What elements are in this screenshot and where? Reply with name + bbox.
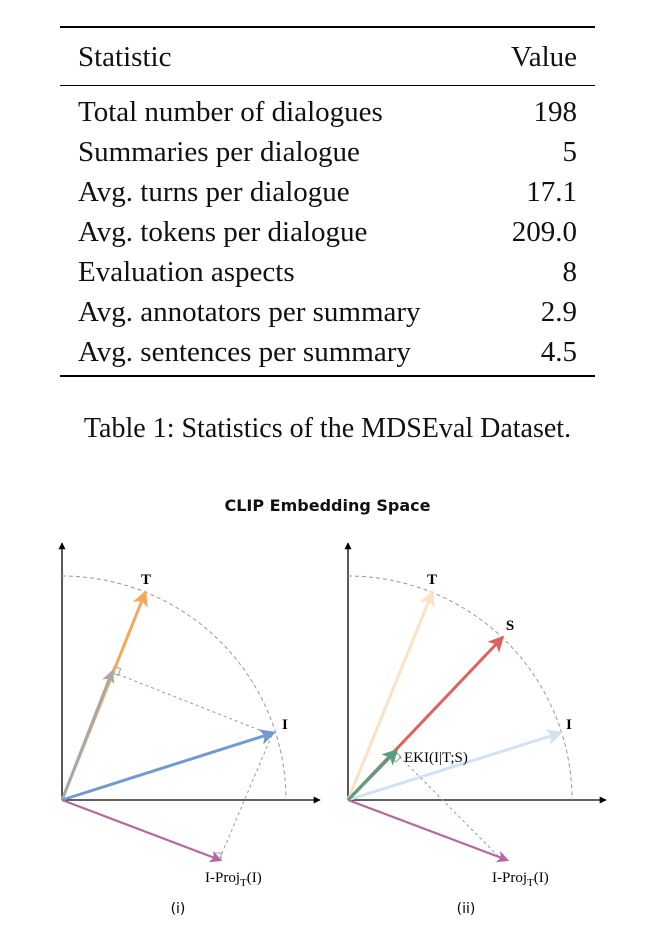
projection-dashed-line [220, 735, 272, 858]
label-I: I [566, 717, 572, 733]
projection-dashed-line [112, 672, 272, 735]
table-caption: Table 1: Statistics of the MDSEval Dataset. [83, 413, 572, 444]
panel-ii [348, 543, 606, 917]
panel-label-ii: (ii) [456, 901, 476, 917]
label-proj: I-Proj$_T$(I) [492, 870, 549, 889]
label-proj: I-Proj$_T$(I) [205, 870, 262, 889]
row-value: 198 [533, 96, 577, 128]
row-value: 5 [562, 136, 577, 168]
unit-circle-arc [62, 576, 286, 800]
panel-i [62, 543, 320, 917]
row-label: Avg. annotators per summary [78, 296, 421, 328]
label-eki: EKI(I|T;S) [404, 750, 468, 766]
row-label: Summaries per dialogue [78, 136, 360, 168]
projection-vector-gray [62, 672, 112, 800]
row-label: Evaluation aspects [78, 256, 295, 288]
table-row [60, 86, 595, 133]
row-label: Avg. sentences per summary [78, 336, 411, 368]
row-label: Total number of dialogues [78, 96, 383, 128]
orthogonal-projection-vector [62, 800, 220, 860]
label-S: S [505, 618, 515, 634]
panel-label-i: (i) [170, 901, 186, 917]
table-row [60, 252, 595, 292]
row-value: 2.9 [540, 296, 577, 328]
table-row [60, 212, 595, 252]
statistics-table [60, 26, 595, 377]
row-label: Avg. tokens per dialogue [78, 216, 368, 248]
orthogonal-projection-vector [348, 800, 507, 860]
table-row [60, 292, 595, 332]
label-T: T [140, 572, 152, 588]
row-value: 209.0 [511, 216, 577, 248]
row-label: Avg. turns per dialogue [78, 176, 350, 208]
table-row [60, 332, 595, 376]
image-vector-I [62, 733, 273, 800]
table-header-row [60, 27, 595, 86]
table-row [60, 132, 595, 172]
label-T: T [426, 572, 438, 588]
row-value: 8 [562, 256, 577, 288]
header-statistic: Statistic [78, 40, 172, 73]
row-value: 17.1 [526, 176, 577, 208]
clip-embedding-figure [0, 490, 655, 930]
table-row [60, 172, 595, 212]
text-vector-T-faint [348, 593, 432, 800]
header-value: Value [510, 40, 577, 73]
figure-title: CLIP Embedding Space [224, 496, 431, 515]
label-I: I [282, 717, 288, 733]
row-value: 4.5 [540, 336, 577, 368]
